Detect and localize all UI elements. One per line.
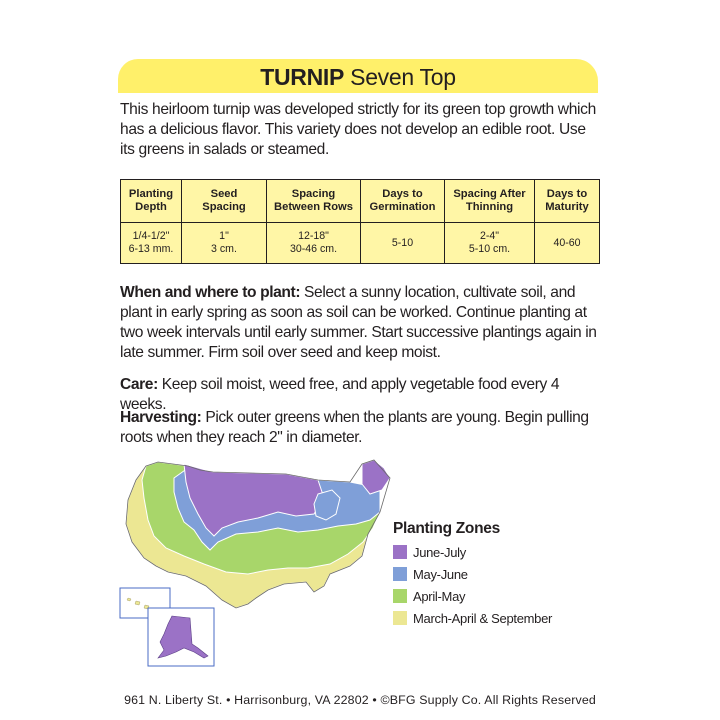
section-text: Pick outer greens when the plants are young. Begin pulling roots when they reach 2" in diameter.: [120, 409, 589, 446]
cell-germination: 5-10: [361, 223, 445, 264]
intro-paragraph: This heirloom turnip was developed strictly for its green top growth which has a delicious flavor. This variety does not develop an edible root. Use its greens in salads or steamed.: [120, 101, 596, 158]
legend-item-may-june: [393, 563, 552, 585]
legend-swatch: [393, 567, 407, 581]
section-label: When and where to plant:: [120, 284, 301, 301]
growing-table: [120, 179, 600, 264]
planting-zone-map: [118, 458, 408, 670]
harvesting-section: [120, 408, 605, 448]
cell-row-spacing: 12-18" 30-46 cm.: [267, 223, 361, 264]
table-header-row: [121, 180, 600, 223]
legend-label: March-April & September: [413, 610, 553, 626]
section-label: Harvesting:: [120, 409, 202, 426]
footer-address: 961 N. Liberty St. • Harrisonburg, VA 22802 • ©BFG Supply Co. All Rights Reserved: [124, 693, 596, 707]
cell-planting-depth: 1/4-1/2" 6-13 mm.: [121, 223, 182, 264]
legend-item-march-april-september: [393, 607, 552, 629]
legend-label: June-July: [413, 544, 466, 560]
cell-maturity: 40-60: [535, 223, 600, 264]
legend-item-june-july: [393, 541, 552, 563]
title-variety: TURNIP: [260, 64, 345, 90]
title-cultivar: Seven Top: [344, 64, 456, 90]
page-title: [118, 64, 598, 91]
header-thinning: Spacing After Thinning: [445, 180, 535, 223]
legend-swatch: [393, 589, 407, 603]
header-row-spacing: Spacing Between Rows: [267, 180, 361, 223]
section-label: Care:: [120, 376, 158, 393]
legend-label: May-June: [413, 566, 468, 582]
section-text: Select a sunny location, cultivate soil, and plant in early spring as soon as soil can be worked. Continue planting at two week intervals until early summer. Start successive plantings again in late summer. Firm soil over seed and keep moist.: [120, 284, 597, 361]
legend-title: Planting Zones: [393, 520, 500, 537]
cell-thinning: 2-4" 5-10 cm.: [445, 223, 535, 264]
legend-label: April-May: [413, 588, 466, 604]
title-banner: [118, 59, 598, 93]
when-where-section: [120, 283, 605, 363]
header-planting-depth: Planting Depth: [121, 180, 182, 223]
cell-seed-spacing: 1" 3 cm.: [182, 223, 267, 264]
zone-purple-northeast: [362, 460, 390, 494]
legend-swatch: [393, 611, 407, 625]
legend-item-april-may: [393, 585, 552, 607]
table-row: [121, 223, 600, 264]
legend-swatch: [393, 545, 407, 559]
header-germination: Days to Germination: [361, 180, 445, 223]
section-text: Keep soil moist, weed free, and apply vegetable food every 4 weeks.: [120, 376, 560, 413]
us-map-graphic: [118, 458, 408, 670]
header-maturity: Days to Maturity: [535, 180, 600, 223]
zone-legend: [393, 520, 552, 629]
header-seed-spacing: Seed Spacing: [182, 180, 267, 223]
